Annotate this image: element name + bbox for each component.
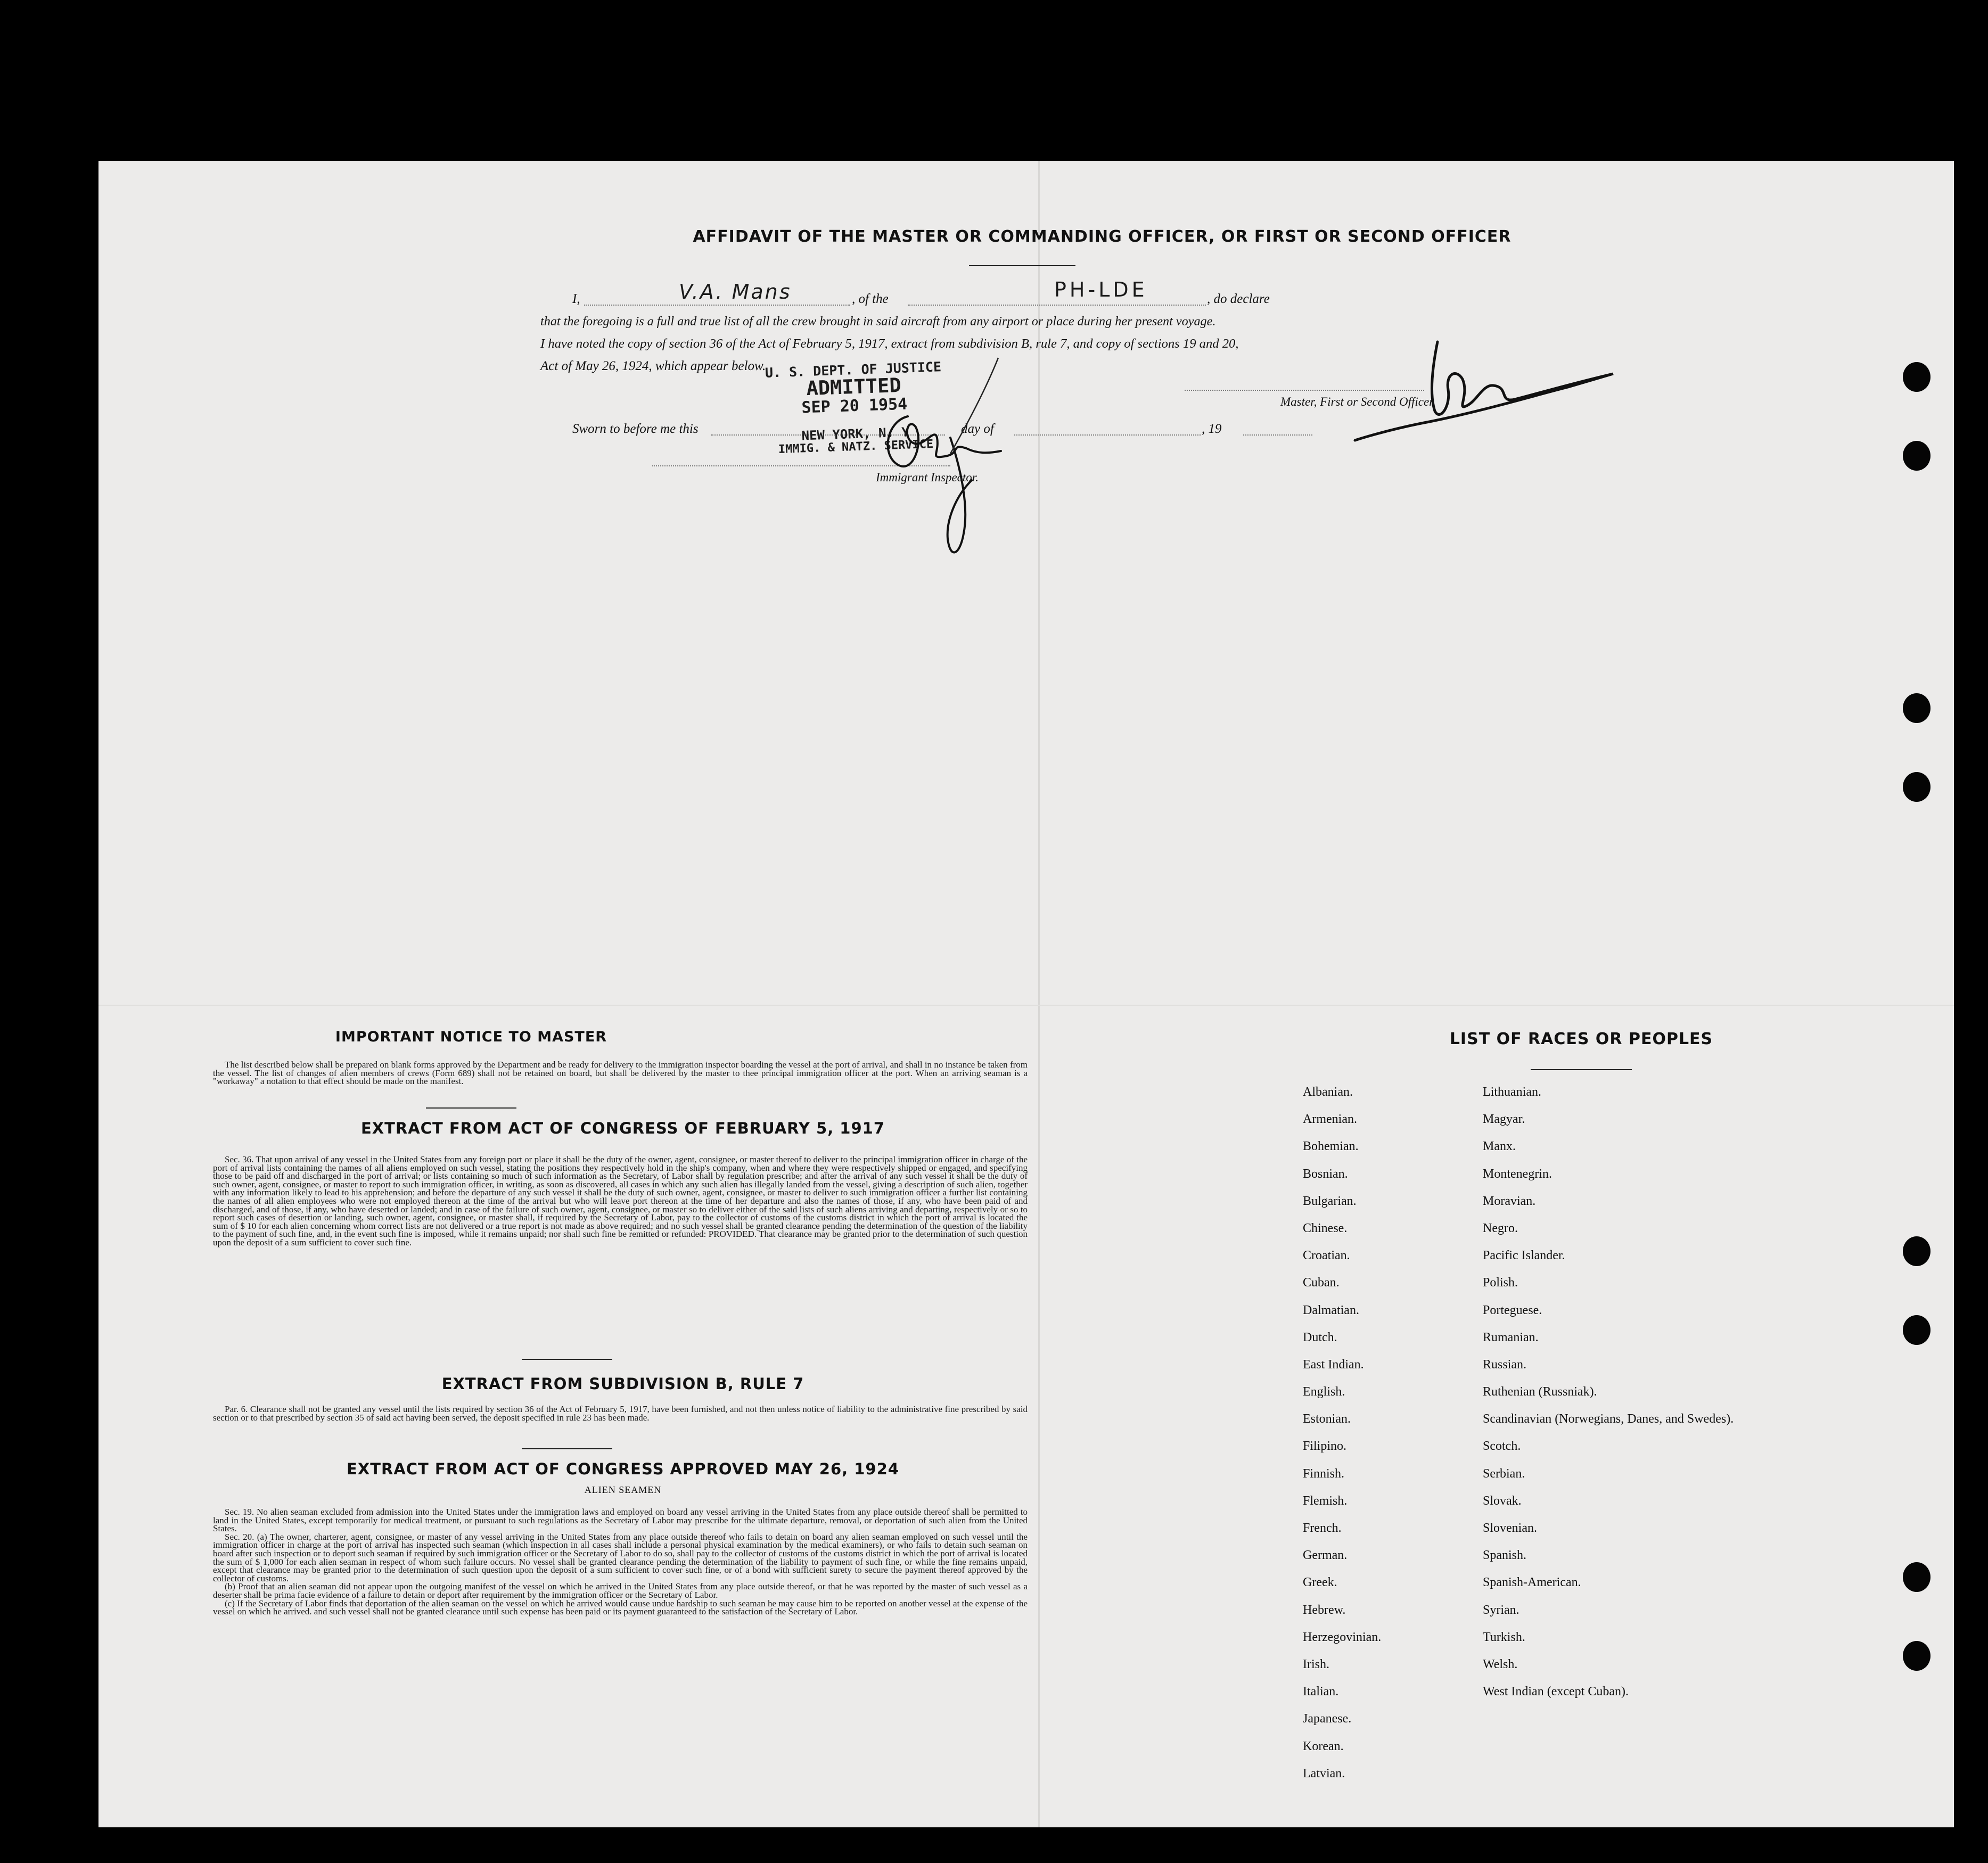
affidavit-i: I, [572,292,580,306]
extract-1917-text [213,1155,1028,1247]
race-item: Porteguese. [1483,1303,1542,1317]
race-item: English. [1303,1385,1345,1399]
punch-hole [1903,441,1931,471]
race-item: Irish. [1303,1657,1329,1671]
master-name-line [584,305,850,306]
fold-line-horizontal [98,1005,1954,1006]
race-item: Slovenian. [1483,1521,1537,1535]
punch-hole [1903,1562,1931,1592]
extract-1924-text [213,1508,1028,1616]
punch-hole [1903,362,1931,392]
master-name: V.A. Mans [679,280,792,303]
race-item: Scandinavian (Norwegians, Danes, and Swedes). [1483,1412,1734,1426]
punch-hole [1903,693,1931,723]
race-item: Montenegrin. [1483,1167,1552,1181]
race-item: Scotch. [1483,1439,1521,1454]
race-item: Rumanian. [1483,1330,1539,1344]
inspector-label: Immigrant Inspector. [876,471,979,484]
affidavit-line2: that the foregoing is a full and true list of all the crew brought in said aircraft from any airport or place during her present voyage. [540,314,1216,329]
races-column-1 [1303,1079,1381,1787]
races-title: LIST OF RACES OR PEOPLES [1449,1030,1713,1048]
race-item: Polish. [1483,1276,1518,1290]
affidavit-title: AFFIDAVIT OF THE MASTER OR COMMANDING OFFICER, OR FIRST OR SECOND OFFICER [693,227,1511,246]
punch-hole [1903,772,1931,802]
document-sheet [98,161,1954,1827]
races-rule [1531,1069,1632,1070]
race-item: Dalmatian. [1303,1303,1359,1317]
master-signature [1323,337,1621,443]
race-item: Bulgarian. [1303,1194,1357,1208]
race-item: Dutch. [1303,1330,1337,1344]
section-36-paragraph: Sec. 36. That upon arrival of any vessel in the United States from any foreign port or place it shall be the duty of the owner, agent, consignee, or master thereof to deliver to the principal immigration officer in charge of the port of arrival lists containing the names of all aliens employed on such vessel, stating the positions they respectively hold in the ship's company, when and where they were respectively shipped or engaged, and specifying those to be paid off and discharged in the port of arrival; or lists containing so much of such information as the Secretary, of Labor shall by regulation prescribe; and after the arrival of any such vessel it shall be the duty of such owner, agent, consignee, or master to report to such immigration officer, in writing, as soon as discovered, all cases in which any such alien has illegally landed from the vessel, giving a description of such alien, together with any information likely to lead to his apprehension; and before the departure of any such vessel it shall be the duty of such owner, agent, consignee, or master to deliver to such immigration officer a further list containing the names of all alien employees who were not employed thereon at the time of the arrival but who will leave port thereon at the time of her departure and also the names of those, if any, who have been paid of and discharged, and of those, if any, who have deserted or landed; and in case of the failure of such owner, agent, consignee, or master so to deliver either of the said lists of such aliens arriving and departing, respectively or so to report such cases of desertion or landing, such owner, agent, consignee, or master shall, if required by the Secretary of Labor, pay to the collector of customs of the customs district in which the port of arrival is located the sum of $ 10 for each alien concerning whom correct lists are not delivered or a true report is not made as above required; and no such vessel shall be granted clearance pending the determination of the question of the liability to the payment of such fine, and, in the event such fine is imposed, while it remains unpaid; nor shall such fine be remitted or refunded: PROVIDED. That clearance may be granted prior to the determination of such question upon the deposit of a sum sufficient to cover such fine. [213,1154,1028,1248]
punch-hole [1903,1315,1931,1345]
aircraft-id: PH-LDE [1054,278,1148,301]
notice-paragraph: The list described below shall be prepared on blank forms approved by the Department and be ready for delivery to the immigration inspector boarding the vessel at the port of arrival, and shall in no instance be taken from the vessel. The list of changes of alien members of crews (Form 689) shall not be retained on board, but shall be delivered by the master to thee principal immigration officer at the port. When an arriving seaman is a "workaway" a notation to that effect should be made on the manifest. [213,1060,1028,1087]
race-item: German. [1303,1548,1348,1563]
rule7-text [213,1405,1028,1422]
race-item: Armenian. [1303,1112,1357,1127]
stamp-line-city: NEW YORK, N. Y [801,424,910,444]
stamp-line-admitted: ADMITTED [806,374,902,400]
affidavit-line4: Act of May 26, 1924, which appear below. [540,359,766,373]
aircraft-line [908,305,1206,306]
race-item: Manx. [1483,1139,1516,1154]
race-item: French. [1303,1521,1342,1535]
race-item: Cuban. [1303,1276,1340,1290]
race-item: Filipino. [1303,1439,1347,1454]
punch-hole [1903,1641,1931,1671]
race-item: Finnish. [1303,1466,1345,1481]
race-item: Slovak. [1483,1493,1522,1508]
punch-hole [1903,1236,1931,1266]
master-label: Master, First or Second Officer. [1280,395,1436,408]
race-item: Greek. [1303,1575,1337,1590]
race-item: Spanish-American. [1483,1575,1581,1590]
title-rule [969,265,1075,266]
race-item: West Indian (except Cuban). [1483,1685,1629,1699]
race-item: Magyar. [1483,1112,1525,1127]
extract-1917-title: EXTRACT FROM ACT OF CONGRESS OF FEBRUARY 5, 1917 [360,1119,885,1137]
day-of-text: day of [961,422,994,436]
race-item: Bosnian. [1303,1167,1348,1181]
race-item: Ruthenian (Russniak). [1483,1385,1597,1399]
race-item: Italian. [1303,1685,1339,1699]
affidavit-line3: I have noted the copy of section 36 of the Act of February 5, 1917, extract from subdivision B, rule 7, and copy of sections 19 and 20, [540,337,1239,351]
sec20b-paragraph: (b) Proof that an alien seaman did not appear upon the outgoing manifest of the vessel on which he arrived in the United States from any place outside thereof, or that he was reported by the master of such vessel as a deserter shall be prima facie evidence of a failure to detain or deport after requirement by the immigration officer or the Secretary of Labor. [213,1581,1028,1600]
race-item: Latvian. [1303,1766,1345,1780]
race-item: Herzegovinian. [1303,1630,1382,1644]
race-item: Hebrew. [1303,1603,1346,1617]
race-item: Spanish. [1483,1548,1527,1563]
year-prefix: , 19 [1202,422,1222,436]
race-item: Albanian. [1303,1085,1353,1099]
sec20a-paragraph: Sec. 20. (a) The owner, charterer, agent, consignee, or master of any vessel arriving in the United States from any place outside thereof who fails to detain on board any alien seaman employed on such vessel until the immigration officer in charge at the port of arrival has inspected such seaman (which inspection in all cases shall include a personal physical examination by the medical examiners), or who fails to detain such seaman on board after such inspection or to deport such seaman if required by such immigration officer or the Secretary of Labor to do so, shall pay to the collector of customs of the customs district in which the port of arrival is located the sum of $ 1,000 for each alien seaman in respect of whom such failure occurs. No vessel shall be granted clearance pending the determination of the liability to payment of such fine, or while the fine remains unpaid, except that clearance may be granted prior to the determination of such question upon the deposit of a sum sufficient to cover such fine, or of a bond with sufficient surety to secure the payment thereof approved by the collector of customs. [213,1531,1028,1583]
race-item: Chinese. [1303,1221,1348,1235]
race-item: Pacific Islander. [1483,1249,1565,1263]
race-item: Serbian. [1483,1466,1525,1481]
stamp-line-dept: U. S. DEPT. OF JUSTICE [765,359,942,381]
race-item: Lithuanian. [1483,1085,1541,1099]
fold-line-vertical [1038,161,1040,1827]
notice-title: IMPORTANT NOTICE TO MASTER [335,1029,607,1045]
race-item: Bohemian. [1303,1139,1359,1154]
sworn-text: Sworn to before me this [572,422,699,436]
sec19-paragraph: Sec. 19. No alien seaman excluded from admission into the United States under the immigration laws and employed on board any vessel arriving in the United States from any place outside thereof shall be permitted to land in the United States, except temporarily for medical treatment, or pursuant to such regulations as the Secretary of Labor may prescribe for the ultimate departure, removal, or deportation of such alien from the United States. [213,1507,1028,1534]
extract-1924-title: EXTRACT FROM ACT OF CONGRESS APPROVED MAY 26, 1924 [347,1460,899,1478]
year-line [1243,434,1312,436]
extract-1924-rule [522,1448,612,1449]
race-item: Turkish. [1483,1630,1525,1644]
race-item: Flemish. [1303,1493,1348,1508]
notice-rule [426,1107,516,1109]
race-item: Estonian. [1303,1412,1351,1426]
month-line [1014,434,1201,436]
alien-seamen-subtitle: ALIEN SEAMEN [584,1484,662,1495]
race-item: Croatian. [1303,1249,1350,1263]
race-item: Japanese. [1303,1712,1352,1726]
sec20c-paragraph: (c) If the Secretary of Labor finds that deportation of the alien seaman on the vessel on which he arrived would cause undue hardship to such seaman he may cause him to be reported on another vessel at the expense of the vessel on which he arrived. and such vessel shall not be granted clearance until such expense has been paid or its payment guaranteed to the satisfaction of the Secretary of Labor. [213,1598,1028,1617]
stamp-pen-stroke [929,352,1004,459]
affidavit-of-the: , of the [852,292,889,306]
race-item: East Indian. [1303,1357,1364,1372]
race-item: Welsh. [1483,1657,1518,1671]
notice-text [213,1061,1028,1086]
races-column-2 [1483,1079,1734,1705]
rule7-rule [522,1359,612,1360]
rule7-title: EXTRACT FROM SUBDIVISION B, RULE 7 [441,1375,804,1393]
stamp-line-date: SEP 20 1954 [801,395,908,417]
race-item: Russian. [1483,1357,1527,1372]
stamp-line-service: IMMIG. & NATZ. SERVICE [778,437,934,456]
race-item: Moravian. [1483,1194,1536,1208]
race-item: Korean. [1303,1739,1344,1753]
race-item: Negro. [1483,1221,1518,1235]
race-item: Syrian. [1483,1603,1519,1617]
par6-paragraph: Par. 6. Clearance shall not be granted any vessel until the lists required by section 36 of the Act of February 5, 1917, have been furnished, and not then unless notice of liability to the administrative fine prescribed by said section or to that prescribed by section 35 of said act having been served, the deposit specified in rule 23 has been made. [213,1404,1028,1423]
affidavit-declare: , do declare [1207,292,1270,306]
